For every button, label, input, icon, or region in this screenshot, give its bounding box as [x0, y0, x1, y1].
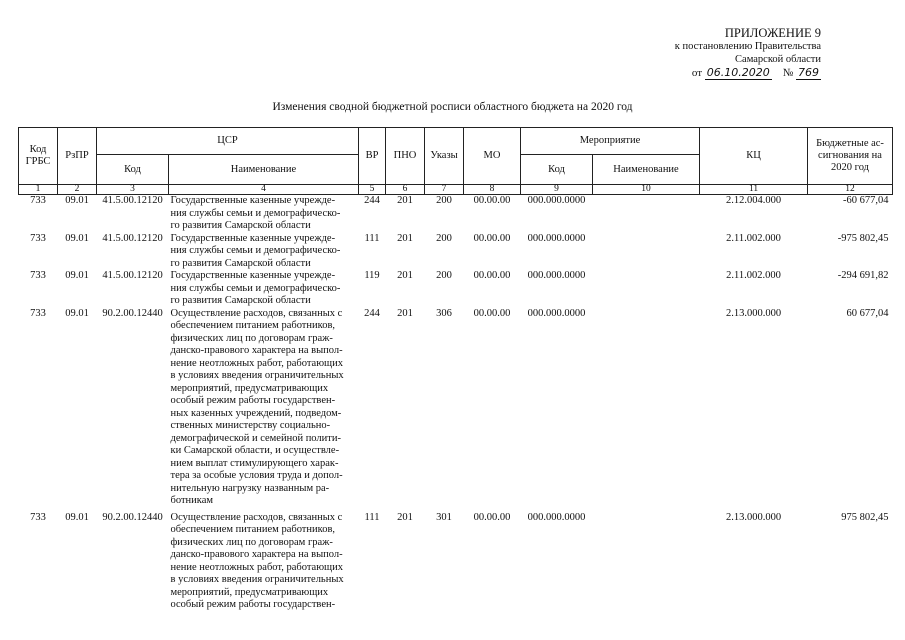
name-line: демографической и семейной полити- [170, 432, 341, 444]
cell-rzpr: 09.01 [65, 195, 89, 206]
header-ukazy: Указы [425, 128, 464, 185]
number-prefix: № [782, 67, 794, 79]
cell-kc: 2.11.002.000 [726, 232, 781, 244]
column-number: 5 [359, 185, 386, 195]
appendix-header [675, 27, 821, 80]
cell-kc: 2.13.000.000 [725, 307, 782, 319]
cell-sum: 975 802,45 [841, 511, 889, 523]
name-line: физических лиц по договорам граж- [170, 332, 333, 344]
cell-sum: 60 677,04 [846, 307, 889, 319]
cell-mer-name [593, 508, 700, 612]
cell-mer-kod: 000.000.0000 [527, 232, 586, 244]
header-rzpr: РзПР [58, 128, 97, 185]
column-number-row [19, 185, 893, 195]
cell-kc: 2.12.004.000 [725, 195, 782, 206]
handwritten-date: 06.10.2020 [706, 66, 770, 79]
cell-pno: 201 [397, 232, 413, 244]
cell-pno: 201 [397, 307, 413, 319]
cell-sum: -294 691,82 [837, 270, 889, 281]
cell-kc: 2.13.000.000 [725, 511, 782, 523]
column-number: 8 [464, 185, 521, 195]
cell-grbs: 733 [30, 307, 46, 319]
cell-grbs: 733 [30, 270, 46, 281]
header-vr: ВР [359, 128, 386, 185]
column-number: 10 [593, 185, 700, 195]
cell-pno: 201 [397, 270, 413, 281]
cell-csr-name [169, 195, 359, 233]
cell-csr-kod: 90.2.00.12440 [102, 307, 163, 319]
cell-rzpr: 09.01 [65, 232, 89, 244]
name-line: ния службы семьи и демографическо- [170, 245, 341, 256]
cell-mo: 00.00.00 [473, 511, 511, 523]
name-line: данско-правового характера на выпол- [170, 345, 343, 356]
cell-grbs: 733 [30, 232, 46, 244]
budget-changes-table [18, 127, 893, 612]
name-line: нием выплат стимулирующего харак- [170, 457, 339, 469]
name-line: мероприятий, предусматривающих [170, 382, 329, 394]
header-kod-grbs: Код ГРБС [19, 128, 58, 185]
header-csr-name: Наименование [169, 155, 359, 185]
cell-mo: 00.00.00 [473, 232, 511, 244]
cell-mer-kod: 000.000.0000 [527, 270, 586, 281]
name-line: особый режим работы государствен- [170, 395, 336, 406]
name-line: обеспечением питанием работников, [170, 524, 336, 535]
name-line: ботникам [170, 495, 214, 506]
column-number: 11 [700, 185, 808, 195]
column-number: 9 [521, 185, 593, 195]
cell-vr: 119 [364, 270, 380, 281]
name-line: ния службы семьи и демографическо- [170, 207, 341, 219]
column-number: 2 [58, 185, 97, 195]
name-line: Государственные казенные учрежде- [170, 232, 336, 244]
name-line: Осуществление расходов, связанных с [170, 307, 343, 319]
date-prefix: от [691, 67, 703, 79]
appendix-date-line [675, 66, 821, 80]
header-budget: Бюджетные ас-сигнования на 2020 год [808, 128, 893, 185]
cell-mer-name [593, 270, 700, 308]
cell-kc: 2.11.002.000 [726, 270, 781, 281]
name-line: ных казенных учреждений, подведом- [170, 407, 342, 419]
document-title: Изменения сводной бюджетной росписи областного бюджета на 2020 год [272, 101, 633, 113]
cell-grbs: 733 [30, 511, 46, 523]
cell-csr-name [169, 308, 359, 508]
name-line: в условиях введения ограничительных [170, 574, 344, 585]
name-line: ственных министерству социально- [170, 420, 331, 431]
name-line: тера за особые условия труда и допол- [170, 470, 343, 481]
column-number: 6 [386, 185, 425, 195]
cell-vr: 111 [364, 232, 380, 244]
cell-pno: 201 [397, 195, 413, 206]
cell-mo: 00.00.00 [473, 270, 511, 281]
name-line: ки Самарской области, и осуществле- [170, 445, 340, 456]
table-row [19, 233, 893, 271]
name-line: мероприятий, предусматривающих [170, 586, 329, 598]
name-line: нение неотложных работ, работающих [170, 357, 344, 369]
header-meropriyatie: Мероприятие [521, 128, 700, 155]
table-row [19, 308, 893, 508]
handwritten-number: 769 [798, 66, 819, 79]
cell-csr-kod: 41.5.00.12120 [102, 195, 163, 206]
cell-mer-name [593, 195, 700, 233]
name-line: Осуществление расходов, связанных с [170, 511, 343, 523]
name-line: нение неотложных работ, работающих [170, 561, 344, 573]
header-mer-name: Наименование [593, 155, 700, 185]
name-line: особый режим работы государствен- [170, 599, 336, 610]
cell-sum: -60 677,04 [843, 195, 889, 206]
appendix-subtitle-line1: к постановлению Правительства [674, 41, 821, 52]
cell-mer-kod: 000.000.0000 [527, 511, 586, 523]
cell-ukaz: 306 [436, 307, 452, 319]
cell-sum: -975 802,45 [837, 232, 889, 244]
cell-mo: 00.00.00 [473, 195, 511, 206]
cell-grbs: 733 [30, 195, 46, 206]
appendix-title: ПРИЛОЖЕНИЕ 9 [724, 26, 821, 40]
cell-vr: 244 [364, 307, 380, 319]
appendix-subtitle-line2: Самарской области [735, 54, 821, 65]
cell-vr: 244 [364, 195, 380, 206]
header-mer-kod: Код [521, 155, 593, 185]
cell-csr-kod: 41.5.00.12120 [102, 232, 163, 244]
cell-ukaz: 200 [436, 195, 452, 206]
column-number: 12 [808, 185, 893, 195]
table-row [19, 508, 893, 612]
cell-mer-kod: 000.000.0000 [527, 195, 586, 206]
cell-mer-name [593, 308, 700, 508]
name-line: нительную нагрузку названным ра- [170, 482, 330, 494]
name-line: Государственные казенные учрежде- [170, 270, 336, 281]
cell-pno: 201 [397, 511, 413, 523]
name-line: данско-правового характера на выпол- [170, 549, 343, 560]
header-csr: ЦСР [97, 128, 359, 155]
column-number: 1 [19, 185, 58, 195]
cell-ukaz: 200 [436, 270, 452, 281]
header-kc: КЦ [700, 128, 808, 185]
name-line: в условиях введения ограничительных [170, 370, 344, 381]
table-row [19, 195, 893, 233]
header-pno: ПНО [386, 128, 425, 185]
cell-csr-kod: 41.5.00.12120 [102, 270, 163, 281]
cell-mo: 00.00.00 [473, 307, 511, 319]
cell-rzpr: 09.01 [65, 307, 89, 319]
cell-ukaz: 200 [436, 232, 452, 244]
cell-csr-name [169, 508, 359, 612]
name-line: го развития Самарской области [170, 295, 311, 306]
cell-mer-name [593, 233, 700, 271]
name-line: го развития Самарской области [170, 220, 311, 231]
cell-rzpr: 09.01 [65, 270, 89, 281]
header-mo: МО [464, 128, 521, 185]
cell-rzpr: 09.01 [65, 511, 89, 523]
cell-vr: 111 [364, 511, 380, 523]
column-number: 7 [425, 185, 464, 195]
name-line: Государственные казенные учрежде- [170, 195, 336, 206]
name-line: физических лиц по договорам граж- [170, 536, 333, 548]
cell-mer-kod: 000.000.0000 [527, 307, 586, 319]
cell-ukaz: 301 [436, 511, 452, 523]
cell-csr-name [169, 270, 359, 308]
name-line: го развития Самарской области [170, 257, 311, 269]
table-body [19, 195, 893, 612]
header-csr-kod: Код [97, 155, 169, 185]
table-row [19, 270, 893, 308]
column-number: 3 [97, 185, 169, 195]
cell-csr-kod: 90.2.00.12440 [102, 511, 163, 523]
column-number: 4 [169, 185, 359, 195]
name-line: ния службы семьи и демографическо- [170, 282, 341, 294]
name-line: обеспечением питанием работников, [170, 320, 336, 331]
cell-csr-name [169, 233, 359, 271]
